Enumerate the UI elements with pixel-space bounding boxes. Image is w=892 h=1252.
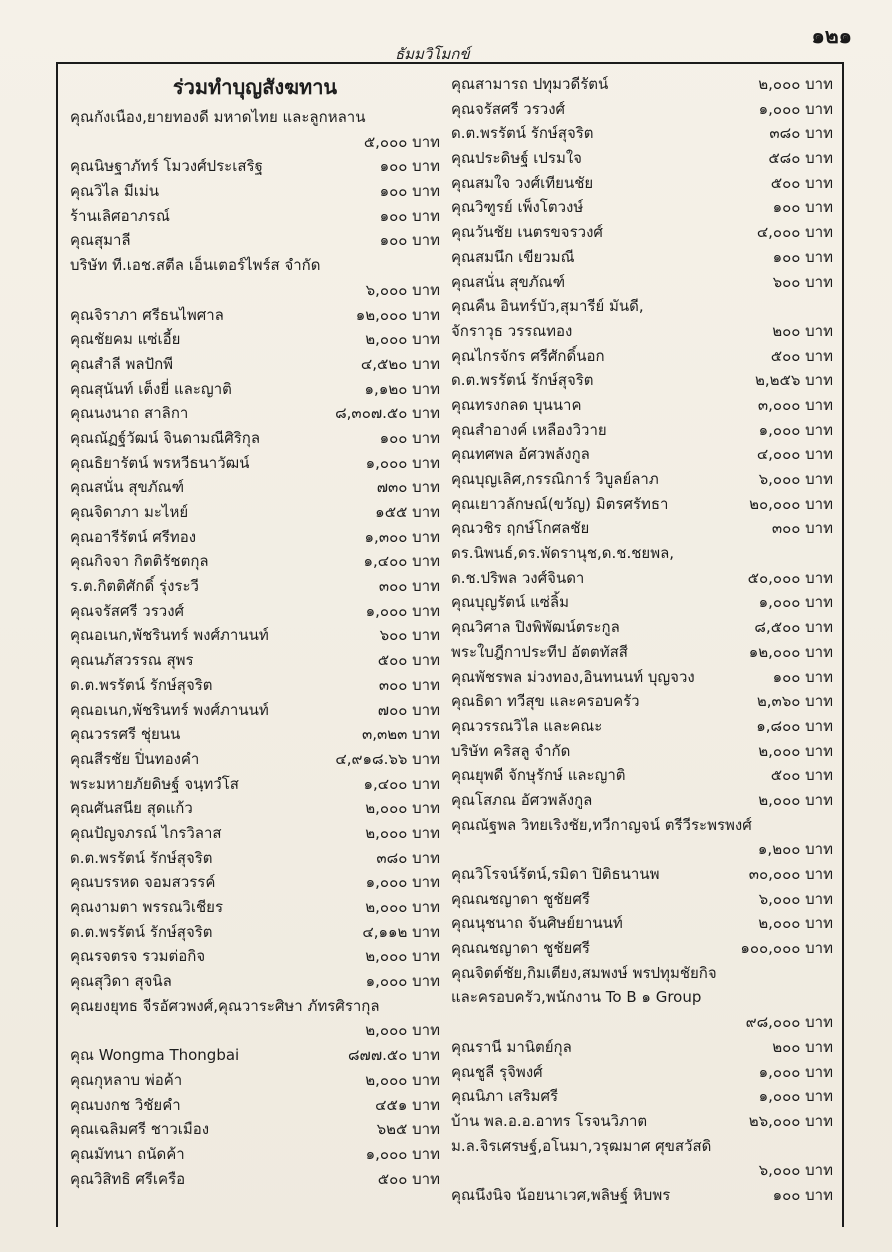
- donation-amount: ๓๐,๐๐๐ บาท: [748, 865, 833, 883]
- donor-name: ด.ต.พรรัตน์ รักษ์สุจริต: [70, 848, 213, 867]
- donor-name: คุณวชิร ฤกษ์โกศลชัย: [451, 519, 590, 538]
- donor-entry: [451, 245, 833, 270]
- donor-entry: [451, 887, 833, 912]
- donor-name: คุณจรัสศรี วรวงศ์: [451, 99, 566, 118]
- left-column: [70, 72, 440, 1224]
- donation-amount: ๓๐๐ บาท: [378, 577, 440, 596]
- donor-name: คุณนิษฐาภัทร์ โมวงศ์ประเสริฐ: [70, 157, 263, 176]
- donor-name: คุณทศพล อัศวพลังกูล: [451, 445, 590, 464]
- donor-name: คุณธิยารัตน์ พรหวีธนาวัฒน์: [70, 453, 250, 472]
- donation-amount: ๕๐๐ บาท: [377, 1169, 440, 1188]
- donation-amount: ๒,๐๐๐ บาท: [365, 898, 440, 916]
- donor-entry: [70, 747, 440, 772]
- donor-name: คุณเยาวลักษณ์(ขวัญ) มิตรศรัทธา: [451, 494, 669, 513]
- donor-name: คุณมัทนา ถนัดค้า: [70, 1144, 185, 1163]
- donor-name: คุณพัชรพล ม่วงทอง,อินทนนท์ บุญจวง: [451, 667, 695, 686]
- donation-amount: ๒,๐๐๐ บาท: [758, 790, 833, 809]
- donor-entry: [70, 1117, 440, 1142]
- donation-amount: ๒,๐๐๐ บาท: [365, 799, 440, 818]
- donor-entry: [70, 1043, 440, 1068]
- donation-amount: ๒๐๐ บาท: [772, 321, 833, 340]
- donation-amount: ๑,๐๐๐ บาท: [758, 420, 833, 439]
- donor-name: คุณบรรหด จอมสวรรค์: [70, 873, 216, 892]
- donation-amount: ๒,๐๐๐ บาท: [758, 75, 833, 93]
- donation-amount: ๔,๙๑๘.๖๖ บาท: [335, 749, 440, 768]
- donation-amount: ๖๐๐ บาท: [379, 626, 440, 645]
- donation-amount: ๑,๑๒๐ บาท: [364, 379, 440, 398]
- donor-name: บริษัท คริสลู จำกัด: [451, 741, 571, 760]
- donor-name: คุณวรรศรี ชุ่ยนน: [70, 725, 181, 744]
- donor-entry: [451, 1035, 833, 1060]
- donor-entry: [70, 525, 440, 550]
- donor-entry: [451, 1109, 833, 1134]
- donor-entry: [451, 492, 833, 517]
- donor-name: ร.ต.กิตติศักดิ์ รุ่งระวี: [70, 577, 199, 596]
- donor-entry: [70, 722, 440, 747]
- journal-title: ธัมมวิโมกข์: [395, 45, 470, 63]
- donation-amount: ๑๐๐ บาท: [772, 247, 833, 266]
- donor-name: คุณสมใจ วงศ์เทียนชัย: [451, 173, 594, 192]
- donor-entry: [70, 673, 440, 698]
- donation-amount: ๘,๓๐๗.๕๐ บาท: [335, 404, 440, 423]
- donor-name-line: คุณคืน อินทร์บัว,สุมารีย์ มันดี,: [451, 297, 644, 316]
- donor-entry: [70, 303, 440, 328]
- donation-amount: ๑,๐๐๐ บาท: [758, 1087, 833, 1106]
- donor-entry: [70, 1093, 440, 1118]
- donation-amount: ๑๐๐ บาท: [379, 206, 440, 225]
- donor-name-line: คุณจิตต์ชัย,กิมเตียง,สมพงษ์ พรปทุมชัยกิจ: [451, 963, 717, 982]
- donation-amount: ๑,๐๐๐ บาท: [758, 593, 833, 612]
- donor-name: คุณสนั่น สุขภัณฑ์: [70, 478, 185, 497]
- donor-name: พระใบฎีกาประทีป อัตตทัสสี: [451, 642, 628, 661]
- donor-name: คุณสุมาลี: [70, 231, 131, 250]
- donor-name: ร้านเลิศอาภรณ์: [70, 206, 170, 225]
- right-column: [451, 72, 833, 1224]
- donor-entry: [451, 763, 833, 788]
- donation-amount: ๑,๘๐๐ บาท: [756, 716, 833, 735]
- donation-amount: ๑,๔๐๐ บาท: [363, 774, 440, 793]
- donor-name: คุณอเนก,พัชรินทร์ พงศ์ภานนท์: [70, 626, 269, 645]
- donor-name-line: คุณยงยุทธ จีรอัศวพงศ์,คุณวาระศิษา ภัทรศิรากุล: [70, 996, 380, 1015]
- donor-entry: [70, 920, 440, 945]
- donor-name: คุณบุญรัตน์ แซ่ลิ้ม: [451, 593, 570, 612]
- donation-amount: ๓,๓๒๓ บาท: [361, 725, 440, 744]
- donor-name: คุณวรรณวิไล และคณะ: [451, 716, 603, 735]
- donor-entry: [451, 270, 833, 295]
- donation-amount: ๑,๔๐๐ บาท: [363, 552, 440, 571]
- donor-entry: [70, 228, 440, 253]
- donor-entry: [451, 1084, 833, 1109]
- donor-name: คุณงามตา พรรณวิเชียร: [70, 898, 224, 916]
- donation-amount: ๒๖,๐๐๐ บาท: [748, 1111, 833, 1130]
- donation-amount: ๖๒๕ บาท: [376, 1120, 440, 1139]
- donation-amount: ๑๐๐,๐๐๐ บาท: [740, 939, 833, 958]
- donation-amount: ๑๐๐ บาท: [379, 231, 440, 250]
- donation-amount: ๑๒,๐๐๐ บาท: [748, 642, 833, 661]
- donor-name: คุณทรงกลด บุนนาค: [451, 395, 582, 414]
- donor-entry: [70, 599, 440, 624]
- donor-name: บ้าน พล.อ.อ.อาทร โรจนวิภาต: [451, 1111, 648, 1130]
- donor-name: คุณบุญเลิศ,กรรณิการ์ วิบูลย์ลาภ: [451, 470, 659, 488]
- donor-entry: [70, 821, 440, 846]
- donor-name: คุณชูลี รุจิพงศ์: [451, 1062, 543, 1081]
- donation-amount: ๓๐๐ บาท: [771, 519, 833, 538]
- donor-name: คุณรานี มานิตย์กุล: [451, 1037, 572, 1056]
- donation-amount: ๑๕๕ บาท: [375, 503, 440, 521]
- donor-name-line: คุณณัฐพล วิทยเริงชัย,ทวีกาญจน์ ตรีวีระพรพงศ์: [451, 815, 752, 834]
- donation-amount: ๕,๐๐๐ บาท: [363, 132, 440, 151]
- donor-entry: [70, 895, 440, 920]
- donor-entry: [70, 179, 440, 204]
- donor-name: คุณจิดาภา มะไหย์: [70, 503, 189, 521]
- donor-name: จักราวุธ วรรณทอง: [451, 321, 573, 340]
- donor-entry: [451, 72, 833, 97]
- donor-name: คุณศันสนีย สุดแก้ว: [70, 799, 193, 818]
- donor-entry: [451, 442, 833, 467]
- donor-entry: [451, 319, 833, 344]
- donation-amount: ๒,๐๐๐ บาท: [758, 914, 833, 933]
- donor-name: คุณวิโรจน์รัตน์,รมิดา ปิติธนานพ: [451, 865, 660, 883]
- donor-name: คุณชัยคม แซ่เอี้ย: [70, 330, 181, 349]
- donor-name-line: คุณกังเนือง,ยายทองดี มหาดไทย และลูกหลาน: [70, 108, 366, 126]
- donor-entry: [451, 1060, 833, 1085]
- donation-amount: ๒,๓๖๐ บาท: [756, 692, 833, 711]
- donation-amount: ๒,๐๐๐ บาท: [365, 330, 440, 349]
- donation-amount: ๔,๕๒๐ บาท: [360, 354, 440, 373]
- donation-amount: ๕๐๐ บาท: [770, 346, 833, 365]
- donation-amount: ๖,๐๐๐ บาท: [758, 889, 833, 908]
- donor-name: คุณณชญาดา ชูชัยศรี: [451, 939, 590, 958]
- donor-entry: [70, 944, 440, 969]
- donation-amount: ๔,๐๐๐ บาท: [756, 223, 833, 242]
- donor-entry: [70, 772, 440, 797]
- donor-name: คุณรจตรจ รวมต่อกิจ: [70, 947, 206, 966]
- donor-name: คุณอารีรัตน์ ศรีทอง: [70, 527, 197, 546]
- donor-entry: [451, 393, 833, 418]
- donor-name: คุณสนั่น สุขภัณฑ์: [451, 272, 566, 291]
- donation-amount: ๘๗๗.๕๐ บาท: [347, 1046, 440, 1065]
- donor-entry: [70, 698, 440, 723]
- donation-amount: ๗๐๐ บาท: [377, 700, 440, 719]
- donor-name: คุณสำลี พลปักพี: [70, 354, 174, 373]
- donation-amount: ๒,๐๐๐ บาท: [758, 741, 833, 760]
- donor-entry: [70, 549, 440, 574]
- donor-entry: [451, 615, 833, 640]
- donor-entry: [70, 870, 440, 895]
- donation-amount: ๖,๐๐๐ บาท: [758, 1161, 833, 1180]
- donation-amount: ๓,๐๐๐ บาท: [757, 395, 833, 414]
- donor-entry: [451, 689, 833, 714]
- donor-entry: [70, 796, 440, 821]
- donor-entry: [70, 500, 440, 525]
- donor-name: คุณอเนก,พัชรินทร์ พงศ์ภานนท์: [70, 700, 269, 719]
- donation-amount: ๔๕๑ บาท: [375, 1095, 440, 1114]
- donor-name: คุณวิฑูรย์ เพ็งโตวงษ์: [451, 198, 584, 217]
- donor-entry: [70, 352, 440, 377]
- donor-entry: [451, 97, 833, 122]
- donor-name: คุณนภัสวรรณ สุพร: [70, 651, 194, 670]
- donor-name: คุณนุชนาถ จันศิษย์ยานนท์: [451, 914, 623, 933]
- donor-entry: [451, 714, 833, 739]
- donor-name: คุณกิจจา กิตติรัชตกุล: [70, 552, 209, 571]
- donation-amount: ๒,๐๐๐ บาท: [365, 1021, 440, 1040]
- donor-entry: [451, 788, 833, 813]
- donor-name: พระมหายภัยดิษฐ์ จนฺทวํโส: [70, 774, 239, 793]
- donor-entry: [70, 846, 440, 871]
- donation-amount: ๖๐๐ บาท: [772, 272, 833, 291]
- donor-entry: [70, 451, 440, 476]
- donor-name: คุณโสภณ อัศวพลังกูล: [451, 790, 593, 809]
- donor-entry: [70, 1142, 440, 1167]
- donation-amount: ๑,๐๐๐ บาท: [365, 873, 440, 892]
- donation-amount: ๑๐๐ บาท: [379, 182, 440, 201]
- donor-name: คุณณัฏฐ์วัฒน์ จินดามณีศิริกุล: [70, 428, 261, 447]
- donation-amount: ๒,๐๐๐ บาท: [365, 823, 440, 842]
- donation-amount: ๓๘๐ บาท: [769, 124, 833, 143]
- donor-name: ด.ต.พรรัตน์ รักษ์สุจริต: [70, 922, 213, 941]
- donation-amount: ๔,๑๑๒ บาท: [362, 922, 440, 941]
- donor-name: คุณปัญจภรณ์ ไกรวิลาส: [70, 823, 222, 842]
- donation-amount: ๘,๕๐๐ บาท: [754, 618, 833, 637]
- donor-name: คุณวิไล มีเม่น: [70, 182, 160, 201]
- donation-amount: ๑๐๐ บาท: [772, 198, 833, 217]
- donation-amount: ๑,๒๐๐ บาท: [757, 840, 833, 859]
- donor-entry: [451, 936, 833, 961]
- donation-amount: ๙๘,๐๐๐ บาท: [745, 1013, 833, 1032]
- donation-amount: ๑๐๐ บาท: [772, 667, 833, 686]
- donor-name: คุณสมนึก เขียวมณี: [451, 247, 575, 266]
- donor-entry: [451, 640, 833, 665]
- donor-entry: [70, 475, 440, 500]
- donor-name: คุณจิราภา ศรีธนไพศาล: [70, 305, 224, 324]
- donor-name: คุณเฉลิมศรี ชาวเมือง: [70, 1120, 210, 1139]
- section-title: ร่วมทำบุญสังฆทาน: [172, 75, 338, 99]
- donation-amount: ๖,๐๐๐ บาท: [365, 280, 440, 299]
- donation-amount: ๕๐๐ บาท: [770, 173, 833, 192]
- donation-amount: ๒๐๐ บาท: [772, 1037, 833, 1056]
- donor-name: คุณสีรชัย ปิ่นทองคำ: [70, 749, 200, 768]
- donor-name: คุณนึงนิจ น้อยนาเวศ,พลิษฐ์ หิบพร: [451, 1185, 671, 1204]
- donor-name: คุณจรัสศรี วรวงศ์: [70, 601, 185, 620]
- donation-amount: ๕๘๐ บาท: [768, 149, 833, 168]
- donor-entry: [451, 516, 833, 541]
- donor-entry: [451, 739, 833, 764]
- donation-amount: ๑๐๐ บาท: [379, 428, 440, 447]
- donation-amount: ๑,๐๐๐ บาท: [758, 99, 833, 118]
- donor-entry: [70, 1167, 440, 1192]
- donation-amount: ๓๐๐ บาท: [378, 675, 440, 694]
- donor-entry: [70, 426, 440, 451]
- donor-entry: [451, 368, 833, 393]
- donation-amount: ๖,๐๐๐ บาท: [758, 470, 833, 488]
- donation-amount: ๑,๐๐๐ บาท: [365, 972, 440, 991]
- page-number: ๑๒๑: [811, 24, 852, 48]
- donor-name-line: บริษัท ที.เอช.สตีล เอ็นเตอร์ไพร์ส จำกัด: [70, 256, 321, 275]
- donor-entry: [451, 566, 833, 591]
- donation-amount: ๒,๐๐๐ บาท: [365, 947, 440, 966]
- donor-name: คุณกุหลาบ พ่อค้า: [70, 1070, 183, 1089]
- donor-entry: [451, 195, 833, 220]
- donor-entry: [70, 648, 440, 673]
- donor-name: ด.ต.พรรัตน์ รักษ์สุจริต: [451, 124, 594, 143]
- donation-amount: ๒,๒๕๖ บาท: [754, 371, 833, 390]
- donor-entry: [451, 171, 833, 196]
- donation-amount: ๕๐๐ บาท: [377, 651, 440, 670]
- donation-amount: ๑,๐๐๐ บาท: [365, 601, 440, 620]
- donor-entry: [451, 220, 833, 245]
- donor-name: ด.ต.พรรัตน์ รักษ์สุจริต: [70, 675, 213, 694]
- donor-name: ด.ต.พรรัตน์ รักษ์สุจริต: [451, 371, 594, 390]
- donor-entry: [451, 418, 833, 443]
- donor-name: คุณวิศาล ปิงพิพัฒน์ตระกูล: [451, 618, 620, 637]
- donor-name: ด.ช.ปริพล วงศ์จินดา: [451, 568, 585, 587]
- donation-amount: ๑๒,๐๐๐ บาท: [355, 305, 440, 324]
- donor-entry: [451, 665, 833, 690]
- donor-name: คุณยุพดี จักษุรักษ์ และญาติ: [451, 766, 626, 785]
- donor-name: คุณสำอางค์ เหลืองวิวาย: [451, 420, 607, 439]
- donor-name-line: ม.ล.จิรเศรษฐ์,อโนมา,วรุฒมาศ ศุขสวัสดิ: [451, 1136, 712, 1155]
- donor-entry: [70, 327, 440, 352]
- donor-entry: [451, 344, 833, 369]
- donor-entry: [451, 1183, 833, 1208]
- donor-entry: [70, 154, 440, 179]
- donor-name: คุณวิสิทธิ ศรีเครือ: [70, 1169, 186, 1188]
- donation-amount: ๕๐๐ บาท: [770, 766, 833, 785]
- donation-amount: ๓๘๐ บาท: [376, 848, 440, 867]
- donor-entry: [70, 623, 440, 648]
- donor-name: คุณบงกช วิชัยคำ: [70, 1095, 181, 1114]
- donor-entry: [70, 377, 440, 402]
- donor-entry: [451, 121, 833, 146]
- donor-name: คุณไกรจักร ศรีศักดิ์นอก: [451, 346, 605, 365]
- donor-name: คุณณชญาดา ชูชัยศรี: [451, 889, 590, 908]
- donor-name: คุณธิดา ทวีสุข และครอบครัว: [451, 692, 640, 711]
- donor-name: คุณวันชัย เนตรขจรวงศ์: [451, 223, 603, 242]
- donor-entry: [70, 574, 440, 599]
- donation-amount: ๑๐๐ บาท: [379, 157, 440, 176]
- donor-name: คุณสุนันท์ เต็งยี่ และญาติ: [70, 379, 232, 398]
- donor-entry: [70, 969, 440, 994]
- donor-name: คุณ Wongma Thongbai: [70, 1046, 240, 1065]
- donor-name: คุณสามารถ ปทุมวดีรัตน์: [451, 75, 609, 93]
- donor-name-line: ดร.นิพนธ์,ดร.พัดรานุช,ด.ช.ชยพล,: [451, 544, 675, 563]
- donor-entry: [451, 146, 833, 171]
- donor-entry: [451, 467, 833, 492]
- donor-name: คุณประดิษฐ์ เปรมใจ: [451, 149, 582, 168]
- donor-entry: [70, 1068, 440, 1093]
- donor-name: คุณนิภา เสริมศรี: [451, 1087, 559, 1106]
- donation-amount: ๑,๐๐๐ บาท: [365, 453, 440, 472]
- donation-amount: ๕๐,๐๐๐ บาท: [747, 568, 833, 587]
- donor-name: คุณสุวิดา สุจนิล: [70, 972, 172, 991]
- donor-entry: [70, 204, 440, 229]
- donation-amount: ๒๐,๐๐๐ บาท: [749, 494, 833, 513]
- donation-amount: ๑๐๐ บาท: [772, 1185, 833, 1204]
- donor-name: คุณนงนาถ สาลิกา: [70, 404, 189, 423]
- donor-entry: [451, 590, 833, 615]
- donation-amount: ๒,๐๐๐ บาท: [365, 1070, 440, 1089]
- donor-entry: [451, 911, 833, 936]
- donation-amount: ๑,๐๐๐ บาท: [365, 1144, 440, 1163]
- donation-amount: ๑,๓๐๐ บาท: [364, 527, 440, 546]
- donation-amount: ๗๓๐ บาท: [376, 478, 440, 497]
- donation-amount: ๑,๐๐๐ บาท: [758, 1062, 833, 1081]
- donation-amount: ๔,๐๐๐ บาท: [756, 445, 833, 464]
- donor-entry: [451, 862, 833, 887]
- donor-entry: [70, 401, 440, 426]
- donor-name-line: และครอบครัว,พนักงาน To B ๑ Group: [451, 988, 702, 1007]
